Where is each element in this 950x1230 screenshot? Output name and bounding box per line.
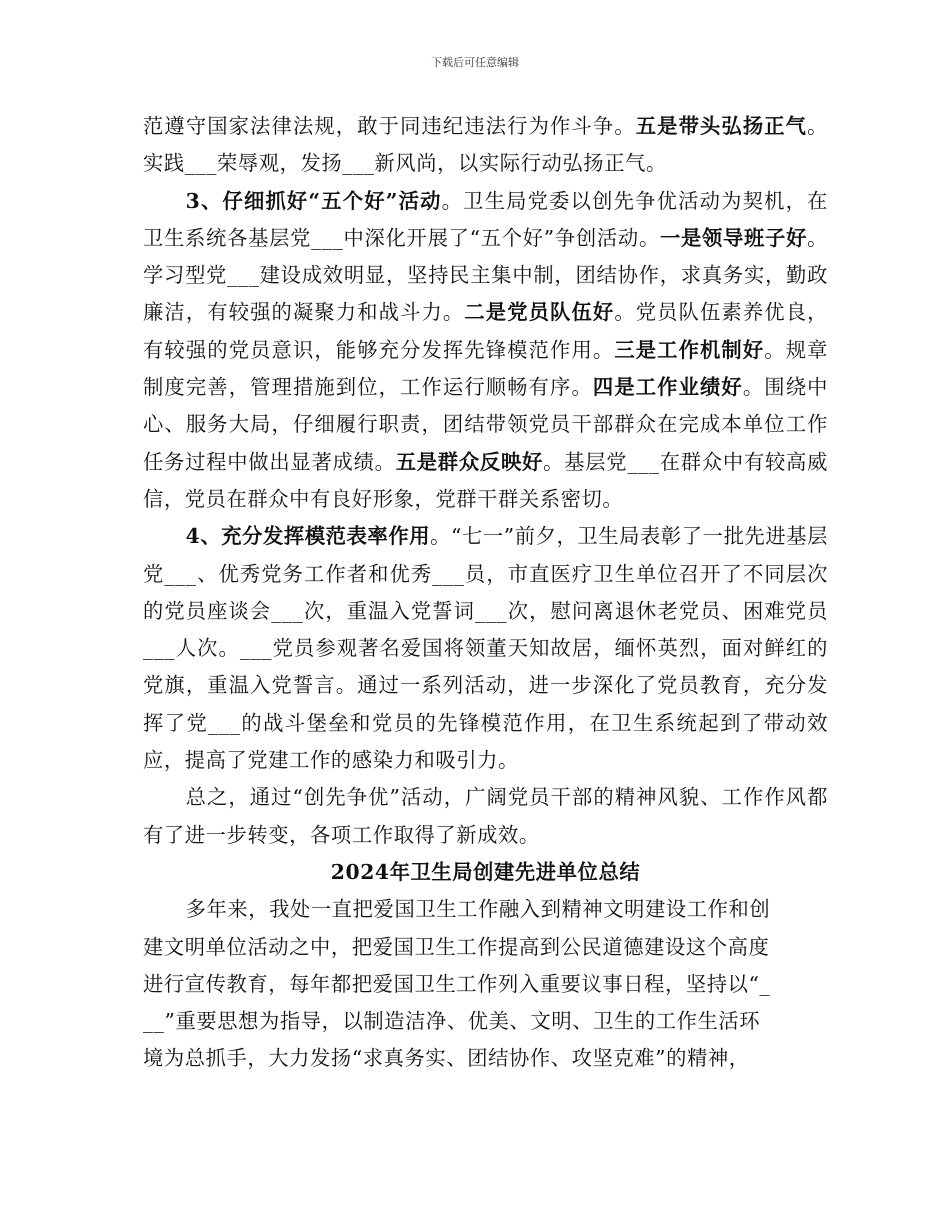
p5-line-1: 多年来，我处一直把爱国卫生工作融入到精神文明建设工作和创 xyxy=(185,897,771,922)
section-title: 2024年卫生局创建先进单位总结 xyxy=(330,859,641,884)
paragraph-5 xyxy=(143,891,828,1077)
p4-text-1: 总之，通过“创先争优”活动，广阔党员干部的精神风貌、工作作风都有了进一步转变，各项工作取得了新成效。 xyxy=(143,785,828,847)
p1-text-2: 。实践___荣辱观，发扬___新风尚，以实际行动弘扬正气。 xyxy=(143,114,828,176)
p5-line-4: __”重要思想为指导，以制造洁净、优美、文明、卫生的工作生活环 xyxy=(143,1009,761,1034)
paragraph-3 xyxy=(143,518,828,779)
p5-line-2: 建文明单位活动之中，把爱国卫生工作提高到公民道德建设这个高度 xyxy=(143,934,770,959)
paragraph-2 xyxy=(143,183,828,519)
p2-bold-5: 四是工作业绩好 xyxy=(592,375,743,400)
p2-bold-4: 三是工作机制好 xyxy=(614,337,765,362)
p2-bold-2: 一是领导班子好 xyxy=(659,225,808,250)
document-body xyxy=(143,108,828,1078)
p2-text-2: 。学习型党___建设成效明显，坚持民主集中制，团结协作，求真务实，勤政廉洁，有较强的凝聚力和战斗力。 xyxy=(143,225,828,325)
page-header: 下载后可任意编辑 xyxy=(431,56,519,69)
p3-bold-1: 4、充分发挥模范表率作用 xyxy=(185,524,431,549)
p2-text-1: 。卫生局党委以创先争优活动为契机，在卫生系统各基层党___中深化开展了“五个好”争创活动。 xyxy=(143,188,828,250)
p3-text-1: 。“七一”前夕，卫生局表彰了一批先进基层党___、优秀党务工作者和优秀___员，市直医疗卫生单位召开了不同层次的党员座谈会___次，重温入党誓词___次，慰问离退休老党员、困难党员___人次。___党员参观著名爱国将领董天知故居，缅怀英烈，面对鲜红的党旗，重温入党誓言。通过一系列活动，进一步深化了党员教育，充分发挥了党___的战斗堡垒和党员的先锋模范作用，在卫生系统起到了带动效应，提高了党建工作的感染力和吸引力。 xyxy=(143,524,828,773)
p5-line-3: 进行宣传教育，每年都把爱国卫生工作列入重要议事日程，坚持以“_ xyxy=(143,971,771,996)
p1-text-1: 范遵守国家法律法规，敢于同违纪违法行为作斗争。 xyxy=(143,114,636,138)
p1-bold-1: 五是带头弘扬正气 xyxy=(635,114,808,138)
p2-text-3: 。党员队伍素养优良，有较强的党员意识，能够充分发挥先锋模范作用。 xyxy=(143,300,828,362)
p2-bold-6: 五是群众反映好 xyxy=(395,449,544,474)
p2-bold-3: 二是党员队伍好 xyxy=(464,300,615,325)
p2-text-5: 。围绕中心、服务大局，仔细履行职责，团结带领党员干部群众在完成本单位工作任务过程中做出显著成绩。 xyxy=(143,375,829,474)
paragraph-4 xyxy=(143,779,828,854)
p2-bold-1: 3、仔细抓好“五个好”活动 xyxy=(185,188,442,213)
p5-line-5: 境为总抓手，大力发扬“求真务实、团结协作、攻坚克难”的精神， xyxy=(143,1046,750,1071)
p2-text-4: 。规章制度完善，管理措施到位，工作运行顺畅有序。 xyxy=(143,337,829,400)
p2-text-6: 。基层党___在群众中有较高威信，党员在群众中有良好形象，党群干群关系密切。 xyxy=(143,449,828,511)
paragraph-1 xyxy=(143,108,828,183)
